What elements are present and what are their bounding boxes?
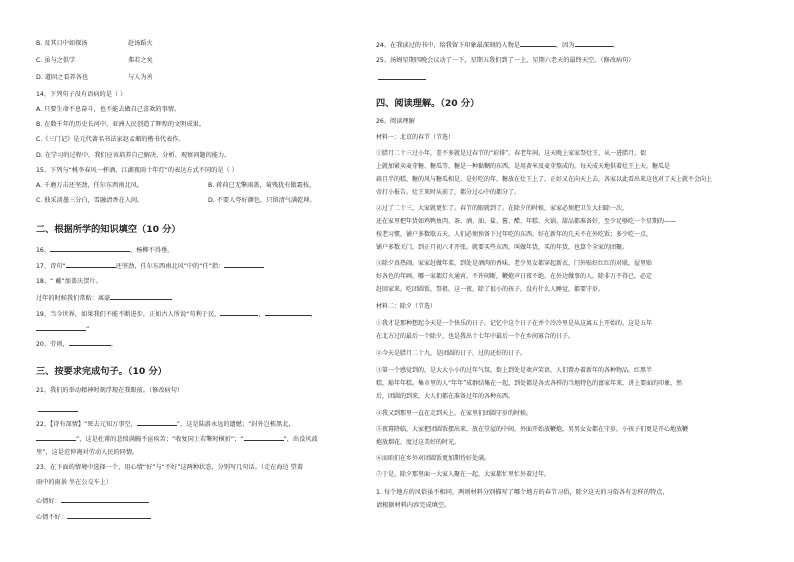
bad-mood-blank[interactable]: [67, 512, 151, 519]
option-b: B. 及其日中如探汤: [36, 40, 88, 47]
passage-1-p3c: 赶回家来，吃团圆饭，祭祖。这一夜，除了很小的孩子，没有什么人睡觉，都要守岁。: [376, 286, 605, 293]
material-1-title: 材料一：北京的春节（节选）: [376, 134, 455, 141]
passage-1-p2d: 铺户多数关门，到正月初六才开张。就要买些东西，叫做年货，买的年货，也算个全家的团聚。: [376, 244, 629, 251]
passage-1-p2c: 按老习惯，铺户多数歇五天，人们必须预备下过年吃的东西，好在新年的几天不在外吃饭；多少吃一点，: [376, 231, 653, 238]
question-17-text: 还坚劲，任尔东西南北风”中的“任”指：: [115, 263, 225, 270]
question-22-text: 22、【诗有深情】“死去元知万事空，: [36, 421, 137, 428]
passage-2-s4: ④我又到那里一直在走到天上，在家里们团圆守岁的时候。: [376, 410, 533, 417]
question-25: 25、汤姆星期四晚会议动了一下，星期五我们到了一上，星期六老天的最终天空。（修改病句）: [376, 57, 635, 64]
blank[interactable]: [224, 261, 264, 268]
question-15: 15、下列与“桃李春风一杯酒，江湖夜雨十年灯”的表达方式不同的是（ ）: [36, 167, 238, 174]
blank[interactable]: [575, 40, 613, 47]
blank[interactable]: [36, 324, 86, 331]
blank[interactable]: [137, 419, 177, 426]
passage-1-p1c: 扁且半的糕，糖的风与糖瓜相是，是好吃的年，糖放在灶王上了，正好又在向天上去，各家以此看出来这也对了天上就不会向上: [376, 176, 713, 183]
question-15-c: C. 独采淡墨三分白，雪融清香在人间。: [36, 197, 144, 204]
question-23-b: 雨中的雨景 坐在公交车上）: [36, 479, 113, 486]
sub-question-1-b: 请根据材料内容完成填空。: [376, 502, 451, 509]
passage-2-s5b: 炮放烟花，度过这美好的时光。: [376, 439, 461, 446]
section-2-title: 二、根据所学的知识填空（10 分）: [36, 224, 181, 235]
blank[interactable]: [36, 434, 76, 441]
option-c-right: 弗若之矣: [128, 57, 153, 64]
option-d: D. 道固之看养各也: [36, 74, 89, 81]
section-3-title: 三、按要求完成句子。（10 分）: [36, 366, 167, 377]
passage-2-s5: ⑤夜幕降临，大家把团圆饭摆出来，放在堂屋的中间。外面开始放鞭炮，男男女女都在守岁，小孩子们更是开心地放鞭: [376, 426, 689, 433]
answer-line-25[interactable]: [378, 78, 426, 80]
question-15-d: D. 不要人夸好颜色，只留清气满乾坤。: [208, 197, 316, 204]
passage-2-s6: ⑥而咱们在乡外对团圆饭更加期待好处满。: [376, 455, 491, 462]
question-14-c: C.《三门记》是元代著名书法家赵孟頫的楷书代表作。: [36, 136, 185, 143]
question-24-text: 24、在我读过的书中，给我留下印象最深刻的人物是: [376, 42, 520, 49]
question-17: [36, 261, 264, 271]
blank[interactable]: [69, 339, 111, 346]
option-d-right: 与人为善: [128, 74, 153, 81]
section-4-title: 四、阅读理解。（20 分）: [376, 98, 480, 109]
bad-mood-row: [36, 512, 151, 522]
sub-question-1: 1. 每个地方的风俗虽不相同，两则材料分别描写了哪个地方的春节习俗，除夕这天的习俗各有怎样的特点，: [376, 489, 669, 496]
question-19-b: [36, 324, 89, 334]
passage-1-p1d: 帝打小报告。灶王来时从前了，都分过心中的都分了。: [376, 189, 521, 196]
question-19: 19、当今世界，如果我们不能不断进步，正如古人所说“苟利于民， ， ，: [36, 311, 317, 318]
question-24-end: 。: [612, 42, 619, 49]
question-14-b: B. 在数千年的历史长河中，亚洲人民创造了辉煌的文明成果。: [36, 121, 206, 128]
question-22-text-c: ”，这是杜甫的悲愤满胸不宦疾苦；“收复国土若擎时横折”；“: [76, 436, 244, 443]
good-mood-label: 心情好：: [36, 498, 61, 505]
question-24-text-b: ，因为: [556, 42, 575, 49]
question-15-b: B. 蒋荷已无擎雨盖，菊残犹有傲霜枝。: [208, 182, 316, 189]
question-20-text: 20、劳则，: [36, 341, 69, 348]
question-16: [36, 245, 173, 255]
passage-2-s1: ①我才是那种想起今天是一个快乐的日子。记忆中这个日子在并个冷冷里是从这离五上开始的。这是五年: [376, 320, 653, 327]
question-19-text: 19、当今世界，如果我们不能不断进步，正如古人所说“苟利于民，: [36, 311, 221, 318]
option-c: C. 虽与之俱学: [36, 57, 76, 64]
passage-1-p2b: 还在家里把年货如鸡鸭鱼肉、茶、酒、油、盐、酱、醋、年糕、火锅、甜品都准备好，至少足够吃一个星期的——: [376, 218, 677, 225]
good-mood-blank[interactable]: [61, 496, 149, 503]
passage-1-p1b: 上就加紧卖麦芽糖、糖瓜等，糖是一种黏糊的东西，是用黄米及麦芽熬成的，每天成天地供着灶王上天。糖瓜是: [376, 163, 671, 170]
question-22-text-b: ”，这是陆游永远的遗憾；“封外岂栋黑北，: [176, 421, 295, 428]
passage-2-s2: ②今天是腊月二十九，是团圆的日子，过的还好的日子。: [376, 350, 527, 357]
question-17-label: 17、诗句“: [36, 263, 66, 270]
passage-1-p2: ②过了二十三，大家就更忙了。春节的眼就到了。在除夕的时候，家家必须把卫生大扫除一次，: [376, 205, 629, 212]
blank[interactable]: [220, 309, 258, 316]
question-18: 18、“ 戴”加盖庆贺片。: [36, 278, 102, 285]
question-14-d: D. 在学习的过程中，我们应该培养自己解决、分析、观察问题的能力。: [36, 152, 231, 159]
good-mood-row: [36, 496, 149, 506]
question-14: 14、下列句子没有语病的是（ ）: [36, 91, 127, 98]
question-26: 26、阅读理解: [376, 118, 415, 125]
question-14-a: A. 只要生命不息奋斗，也不能去做自己喜欢的事情。: [36, 106, 181, 113]
question-16-label: 16、: [36, 247, 51, 254]
question-21: 21、我们的举动精神时刻浮现在我眼前。（修改病句）: [36, 387, 184, 394]
question-22-text-d: ”，出没风波: [283, 436, 318, 443]
passage-1-p1: ①腊月二十三过小年，差不多就是过春节的“彩排”。春老年间，这天晚上家家祭灶王，从一进腊月，街: [376, 150, 647, 157]
passage-2-s1b: 在北方过的最后一个除夕，也是我出十七年中最后一个在乡间寡合的日子。: [376, 333, 575, 340]
blank[interactable]: [520, 40, 556, 47]
passage-2-s3b: 糕，豁年年糕。集市里的人“年年”成群结集在一起，到处都是各式各样的当地特色的富家年来，讲上要面的印象，然: [376, 380, 683, 387]
blank[interactable]: [244, 434, 284, 441]
question-19-end: ”: [86, 326, 90, 333]
question-18-b-text: 过年的时候我们常贴：离豪: [36, 295, 111, 302]
question-24: [376, 40, 619, 50]
blank[interactable]: [265, 309, 311, 316]
question-22-line2: [36, 434, 318, 444]
blank[interactable]: [110, 293, 172, 300]
question-15-a: A. 千磨万击还坚劲，任尔东西南北风。: [36, 182, 144, 189]
option-b-right: 赴汤蹈火: [128, 40, 153, 47]
passage-1-p3b: 好各色的年画，哪一家都灯火通宵，不许间断，鞭炮声日夜不绝。在外边做事的人，除非万不得已，必定: [376, 273, 653, 280]
question-16-text: ，杨柳不得垂。: [130, 247, 174, 254]
question-22: [36, 419, 295, 429]
blank[interactable]: [50, 245, 130, 252]
bad-mood-label: 心情不好：: [36, 514, 67, 521]
answer-line-21[interactable]: [38, 410, 78, 412]
passage-2-s3c: 后，团圆的到来，大人们都在准备过年的各种东西。: [376, 393, 515, 400]
material-2-title: 材料二：除夕（节选）: [376, 303, 437, 310]
question-23: 23、在下面的情境中选择一个，用心情“好”与“不好”这两种状态，分别写几句话。（走在海边 望着: [36, 464, 304, 471]
passage-2-s7: ⑦于是，除夕那里面一大家人聚在一起，大家都忙里忙外着过年。: [376, 471, 551, 478]
question-22-line3: 里”，这是范仲淹对劳动人民的同情。: [36, 449, 139, 456]
blank[interactable]: [66, 261, 116, 268]
passage-1-p3: ③除夕真热闹。家家赶做年菜，到处是酒肉的香味。老少男女都穿起新衣，门外贴好红红的对联，屋里贴: [376, 260, 653, 267]
passage-2-s3: ③第一个感觉到的，是大大小小的过年气氛。街上到处是欢声笑语，人们置办着新年的各种物品，红黑半: [376, 367, 653, 374]
question-18-b: [36, 293, 172, 303]
question-20: 20、劳则， 。: [36, 341, 117, 348]
